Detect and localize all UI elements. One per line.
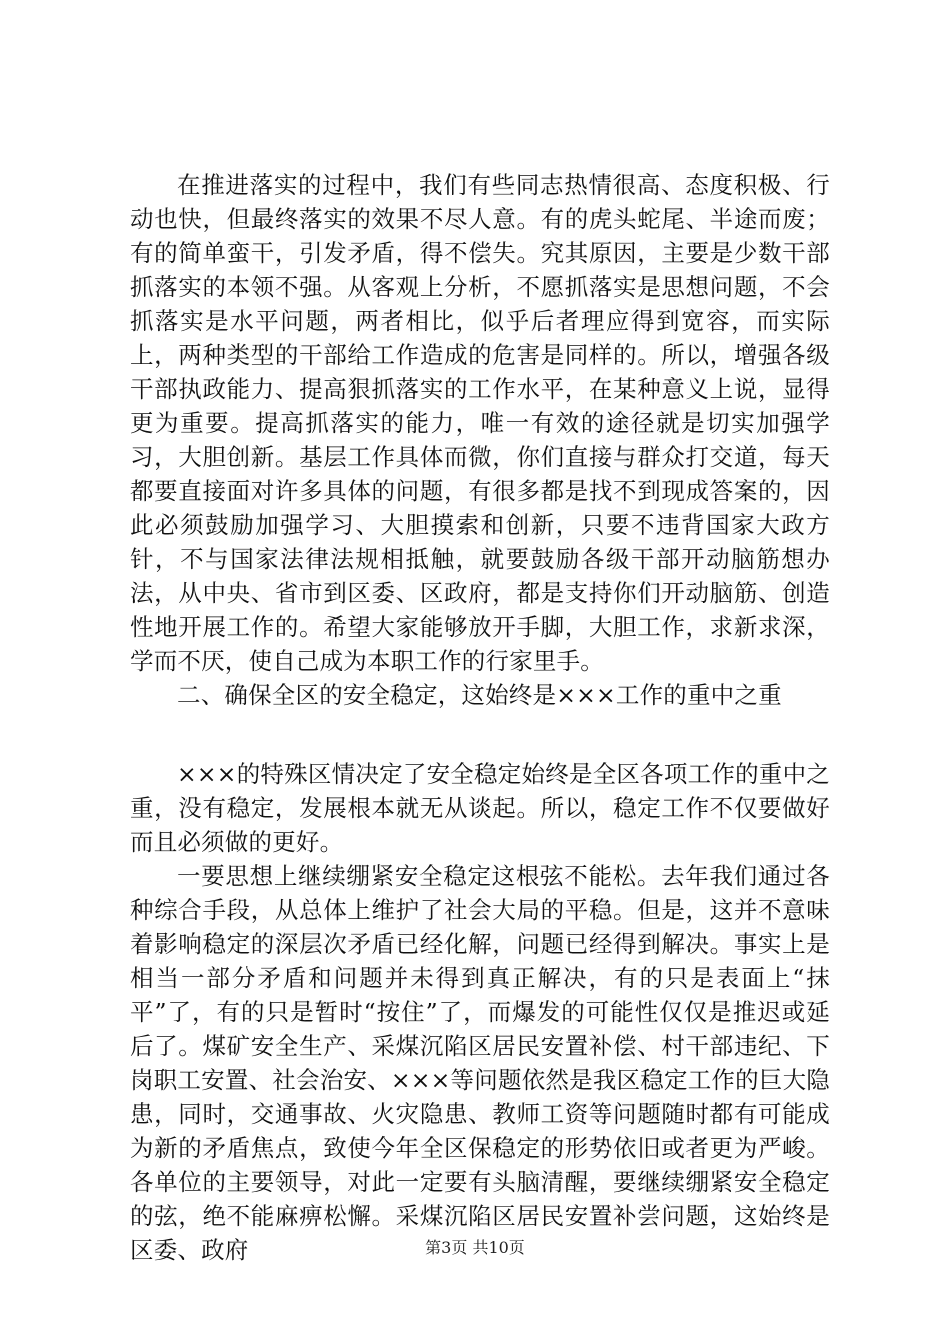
document-body: [130, 168, 830, 1267]
paragraph-stability-point-1: 一要思想上继续绷紧安全稳定这根弦不能松。去年我们通过各种综合手段，从总体上维护了社会大局的平稳。但是，这并不意味着影响稳定的深层次矛盾已经化解，问题已经得到解决。事实上是相当一部分矛盾和问题并未得到真正解决，有的只是表面上“抹平”了，有的只是暂时“按住”了，而爆发的可能性仅仅是推迟或延后了。煤矿安全生产、采煤沉陷区居民安置补偿、村干部违纪、下岗职工安置、社会治安、×××等问题依然是我区稳定工作的巨大隐患，同时，交通事故、火灾隐患、教师工资等问题随时都有可能成为新的矛盾焦点，致使今年全区保稳定的形势依旧或者更为严峻。各单位的主要领导，对此一定要有头脑清醒，要继续绷紧安全稳定的弦，绝不能麻痹松懈。采煤沉陷区居民安置补尝问题，这始终是区委、政府: [130, 862, 830, 1264]
paragraph-stability-intro: ×××的特殊区情决定了安全稳定始终是全区各项工作的重中之重，没有稳定，发展根本就无从谈起。所以，稳定工作不仅要做好而且必须做的更好。: [130, 760, 830, 856]
section-heading-2: 二、确保全区的安全稳定，这始终是×××工作的重中之重: [177, 681, 782, 709]
page-number-footer: 第3页 共10页: [425, 1238, 525, 1257]
paragraph-implementation: 在推进落实的过程中，我们有些同志热情很高、态度积极、行动也快，但最终落实的效果不尽人意。有的虎头蛇尾、半途而废；有的简单蛮干，引发矛盾，得不偿失。究其原因，主要是少数干部抓落实的本领不强。从客观上分析，不愿抓落实是思想问题，不会抓落实是水平问题，两者相比，似乎后者理应得到宽容，而实际上，两种类型的干部给工作造成的危害是同样的。所以，增强各级干部执政能力、提高狠抓落实的工作水平，在某种意义上说，显得更为重要。提高抓落实的能力，唯一有效的途径就是切实加强学习，大胆创新。基层工作具体而微，你们直接与群众打交道，每天都要直接面对许多具体的问题，有很多都是找不到现成答案的，因此必须鼓励加强学习、大胆摸索和创新，只要不违背国家大政方针，不与国家法律法规相抵触，就要鼓励各级干部开动脑筋想办法，从中央、省市到区委、区政府，都是支持你们开动脑筋、创造性地开展工作的。希望大家能够放开手脚，大胆工作，求新求深，学而不厌，使自己成为本职工作的行家里手。: [130, 171, 830, 675]
section-spacer: [130, 712, 830, 757]
